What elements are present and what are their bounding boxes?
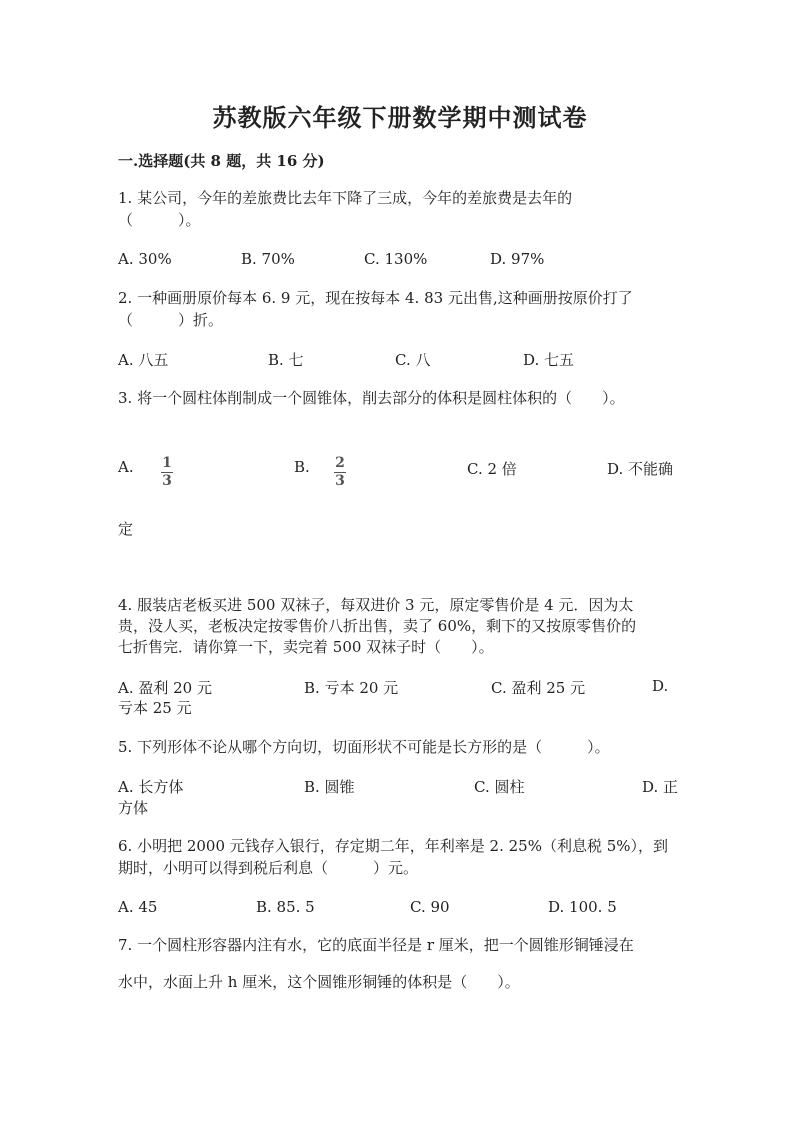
question-5-text-line1: 5. 下列形体不论从哪个方向切，切面形状不可能是长方形的是（ ）。 — [118, 738, 610, 756]
question-2-option-d: D. 七五 — [523, 351, 575, 369]
question-2-option-c: C. 八 — [395, 351, 431, 369]
question-6-text-line1: 6. 小明把 2000 元钱存入银行，存定期二年，年利率是 2. 25%（利息税 5%），到 — [118, 837, 669, 855]
question-6-option-b: B. 85. 5 — [256, 898, 315, 916]
question-7-text-line1: 7. 一个圆柱形容器内注有水，它的底面半径是 r 厘米，把一个圆锥形铜锤浸在 — [118, 936, 634, 954]
question-7-text-line2: 水中，水面上升 h 厘米，这个圆锥形铜锤的体积是（ ）。 — [118, 973, 520, 991]
question-1-text-line1: 1. 某公司，今年的差旅费比去年下降了三成，今年的差旅费是去年的 — [118, 189, 573, 207]
question-4-option-d-continued: 亏本 25 元 — [118, 699, 192, 717]
section-heading: 一.选择题(共 8 题，共 16 分) — [118, 152, 325, 170]
question-3-option-a: A. — [118, 458, 134, 476]
question-5-option-d: D. 正 — [642, 778, 679, 796]
question-3-option-b-fraction — [334, 452, 346, 489]
question-1-option-a: A. 30% — [118, 250, 172, 268]
question-5-option-d-continued: 方体 — [118, 799, 149, 817]
question-1-option-b: B. 70% — [241, 250, 295, 268]
page-title: 苏教版六年级下册数学期中测试卷 — [212, 103, 588, 132]
fraction-denominator: 3 — [162, 473, 172, 489]
question-3-option-a-fraction — [161, 452, 173, 489]
question-6-text-line2: 期时，小明可以得到税后利息（ ）元。 — [118, 859, 419, 877]
question-3-option-b: B. — [294, 458, 310, 476]
question-2-text-line2: （ ）折。 — [118, 311, 224, 329]
question-3-text-line1: 3. 将一个圆柱体削制成一个圆锥体，削去部分的体积是圆柱体积的（ ）。 — [118, 389, 625, 407]
fraction-denominator: 3 — [335, 473, 345, 489]
question-3-option-c: C. 2 倍 — [467, 460, 517, 478]
question-6-option-d: D. 100. 5 — [548, 898, 617, 916]
question-4-option-b: B. 亏本 20 元 — [304, 679, 399, 697]
fraction-numerator: 2 — [335, 455, 345, 471]
question-5-option-c: C. 圆柱 — [474, 778, 525, 796]
question-2-option-b: B. 七 — [268, 351, 304, 369]
question-3-option-d: D. 不能确 — [607, 460, 674, 478]
question-2-text-line1: 2. 一种画册原价每本 6. 9 元，现在按每本 4. 83 元出售,这种画册按原价打了 — [118, 289, 633, 307]
question-2-option-a: A. 八五 — [118, 351, 169, 369]
question-4-text-line2: 贵，没人买，老板决定按零售价八折出售，卖了 60%，剩下的又按原零售价的 — [118, 617, 637, 635]
question-1-text-line2: （ ）。 — [118, 211, 201, 229]
question-4-text-line3: 七折售完．请你算一下，卖完着 500 双袜子时（ ）。 — [118, 638, 494, 656]
question-6-option-c: C. 90 — [410, 898, 450, 916]
question-5-option-b: B. 圆锥 — [304, 778, 355, 796]
question-1-option-c: C. 130% — [364, 250, 428, 268]
question-4-option-c: C. 盈利 25 元 — [491, 679, 586, 697]
question-5-option-a: A. 长方体 — [118, 778, 184, 796]
fraction-numerator: 1 — [162, 455, 172, 471]
question-3-option-d-continued: 定 — [118, 520, 134, 538]
question-4-option-d: D. — [652, 677, 669, 695]
question-6-option-a: A. 45 — [118, 898, 158, 916]
question-4-option-a: A. 盈利 20 元 — [118, 679, 212, 697]
question-1-option-d: D. 97% — [490, 250, 545, 268]
question-4-text-line1: 4. 服装店老板买进 500 双袜子，每双进价 3 元，原定零售价是 4 元．因为太 — [118, 596, 634, 614]
